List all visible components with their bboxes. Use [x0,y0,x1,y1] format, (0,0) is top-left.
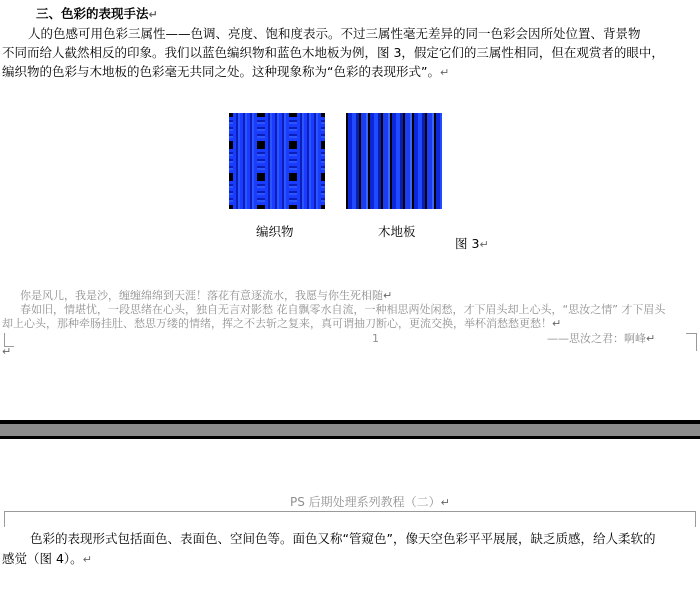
margin-mark-right-h [686,333,696,334]
figure-label-wood: 木地板 [378,224,416,239]
page2-para-line-1: 色彩的表现形式包括面色、表面色、空间色等。面色又称“管窥色”，像天空色彩平平展展，缺乏质感，给人柔软的 [30,531,656,546]
wood-floor-image [346,113,442,209]
paragraph-line-3: 编织物的色彩与木地板的色彩毫无共同之处。这种现象称为“色彩的表现形式”。↵ [2,64,450,79]
footer-line-1: 你是风儿，我是沙，缠缠绵绵到天涯！落花有意逐流水，我愿与你生死相随↵ [20,289,393,302]
return-mark: ↵ [2,345,12,358]
footer-line-2: 春如旧，情堪忧，一段思绪在心头，独自无言对影愁 花自飘零水自流，一种相思两处闲愁，才下眉头却上心头，“思汝之情” 才下眉头 [20,303,666,316]
paragraph-line-2: 不同而给人截然相反的印象。我们以蓝色编织物和蓝色木地板为例，图 3，假定它们的三属性相同，但在观赏者的眼中， [2,45,664,60]
header-rule-left [4,511,5,527]
woven-fabric-image [229,113,325,209]
page-gap [0,424,700,436]
footer-line-3: 却上心头，那种牵肠挂肚、愁思万缕的情绪，挥之不去斩之复来，真可谓抽刀断心，更流交换，举杯消愁愁更愁！↵ [2,317,562,330]
figure-label-woven: 编织物 [256,224,294,239]
page2-para-line-2: 感觉（图 4）。↵ [2,551,92,566]
page2-header: PS 后期处理系列教程（二）↵ [290,495,450,509]
margin-mark-right [696,333,697,351]
header-rule [4,511,696,512]
section-heading: 三、色彩的表现手法↵ [36,6,158,21]
footer-signature: ——思汝之君：啊峰↵ [547,332,656,345]
page-edge-bottom [0,436,700,439]
paragraph-line-1: 人的色感可用色彩三属性——色调、亮度、饱和度表示。不过三属性毫无差异的同一色彩会因所处位置、背景物 [28,26,641,41]
header-rule-right [695,511,696,527]
figure-caption: 图 3↵ [455,236,489,251]
page-number: 1 [372,332,379,345]
